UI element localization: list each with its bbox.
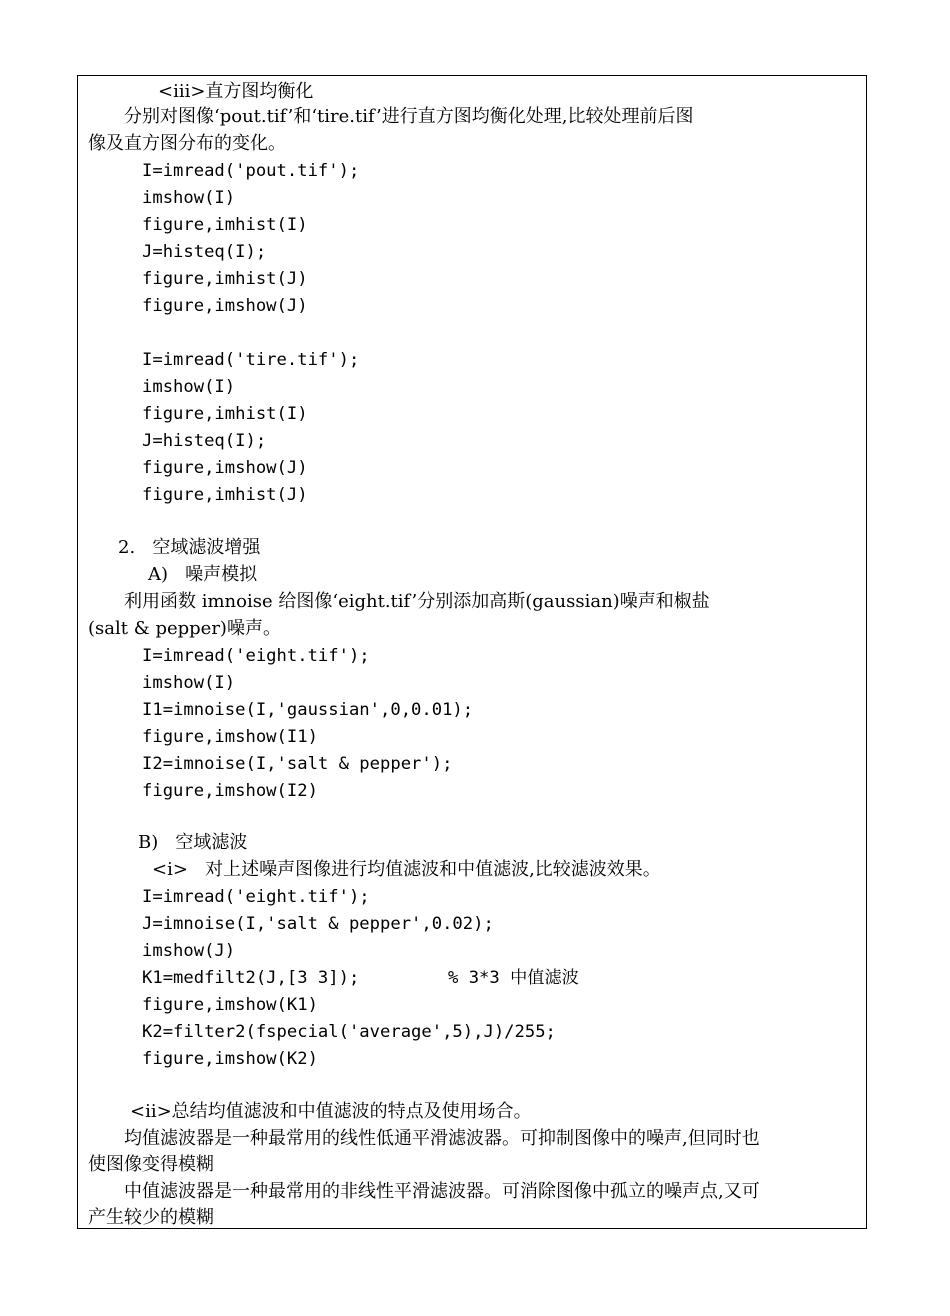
subsection-heading: A) 噪声模拟 [148,564,258,585]
code-line: figure,imshow(K2) [142,1049,318,1069]
code-line: I=imread('pout.tif'); [142,161,360,181]
code-line: figure,imshow(I2) [142,781,318,801]
paragraph-line: 中值滤波器是一种最常用的非线性平滑滤波器。可消除图像中孤立的噪声点,又可 [124,1181,760,1202]
code-line: figure,imhist(J) [142,269,308,289]
code-line: I2=imnoise(I,'salt & pepper'); [142,754,453,774]
paragraph-line: 分别对图像‘pout.tif’和‘tire.tif’进行直方图均衡化处理,比较处理前后图 [124,106,694,127]
section-heading: <iii>直方图均衡化 [158,81,314,102]
item-heading: <i> 对上述噪声图像进行均值滤波和中值滤波,比较滤波效果。 [152,859,661,880]
code-line: I=imread('eight.tif'); [142,646,370,666]
document-frame [77,75,867,1229]
code-line: figure,imhist(I) [142,215,308,235]
paragraph-line: 使图像变得模糊 [88,1154,214,1175]
code-line: K1=medfilt2(J,[3 3]); [142,968,360,988]
code-line: J=histeq(I); [142,242,267,262]
code-line: J=histeq(I); [142,431,267,451]
code-line: I1=imnoise(I,'gaussian',0,0.01); [142,700,474,720]
code-line: figure,imhist(J) [142,485,308,505]
code-line: figure,imshow(I1) [142,727,318,747]
code-comment: % 3*3 中值滤波 [448,968,579,988]
code-line: I=imread('eight.tif'); [142,887,370,907]
section-heading: 2. 空域滤波增强 [118,537,261,558]
code-line: figure,imshow(J) [142,458,308,478]
paragraph-line: 均值滤波器是一种最常用的线性低通平滑滤波器。可抑制图像中的噪声,但同时也 [124,1128,760,1149]
code-line: imshow(I) [142,377,236,397]
code-line: figure,imshow(J) [142,296,308,316]
paragraph-line: 利用函数 imnoise 给图像‘eight.tif’分别添加高斯(gaussian)噪声和椒盐 [124,591,710,612]
section-heading: <ii>总结均值滤波和中值滤波的特点及使用场合。 [130,1101,532,1122]
code-line: figure,imhist(I) [142,404,308,424]
paragraph-line: 产生较少的模糊 [88,1207,214,1228]
code-line: imshow(I) [142,673,236,693]
code-line: K2=filter2(fspecial('average',5),J)/255; [142,1022,556,1042]
code-line: I=imread('tire.tif'); [142,350,360,370]
code-line: imshow(J) [142,941,236,961]
code-line: J=imnoise(I,'salt & pepper',0.02); [142,914,494,934]
code-line: figure,imshow(K1) [142,995,318,1015]
paragraph-line: (salt & pepper)噪声。 [88,618,281,639]
subsection-heading: B) 空域滤波 [138,832,248,853]
paragraph-line: 像及直方图分布的变化。 [88,133,286,154]
code-line: imshow(I) [142,188,236,208]
